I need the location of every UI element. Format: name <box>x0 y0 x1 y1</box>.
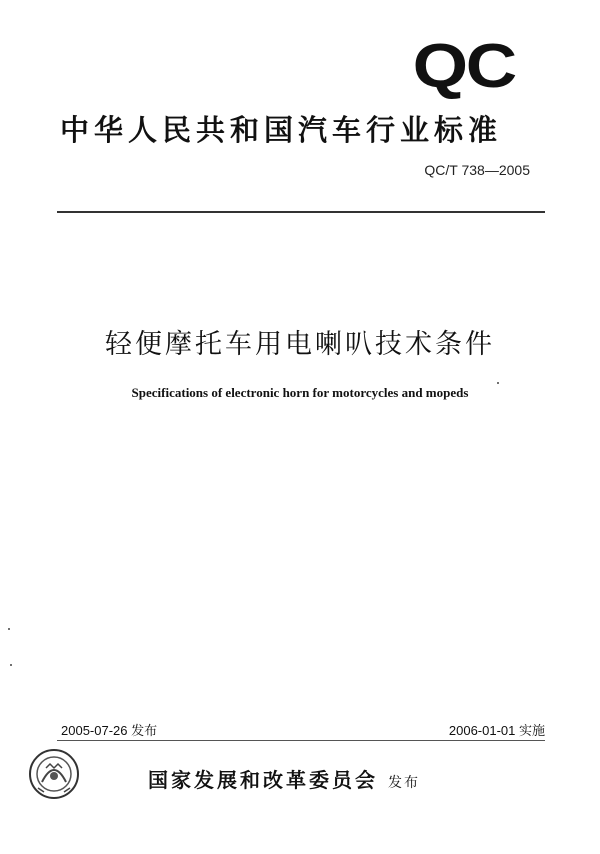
document-title-cn: 轻便摩托车用电喇叭技术条件 <box>105 329 495 360</box>
issuing-authority <box>148 764 420 793</box>
implementation-date: 2006-01-01 实施 <box>448 723 545 738</box>
standard-number: QC/T 738—2005 <box>424 162 530 178</box>
scan-speck <box>8 628 10 630</box>
issue-date: 2005-07-26 发布 <box>61 723 158 738</box>
document-title-en: Specifications of electronic horn for motorcycles and mopeds <box>131 385 469 400</box>
scan-speck <box>10 664 12 666</box>
footer-divider <box>57 740 545 741</box>
standard-name-cn: 中华人民共和国汽车行业标准 <box>60 113 503 147</box>
scan-speck <box>497 382 499 384</box>
qc-logo: QC <box>412 32 515 101</box>
issuer-suffix: 发布 <box>388 775 420 791</box>
header-divider <box>57 211 545 213</box>
issuer-name: 国家发展和改革委员会 <box>148 768 378 792</box>
ndrc-emblem-icon <box>28 748 80 800</box>
